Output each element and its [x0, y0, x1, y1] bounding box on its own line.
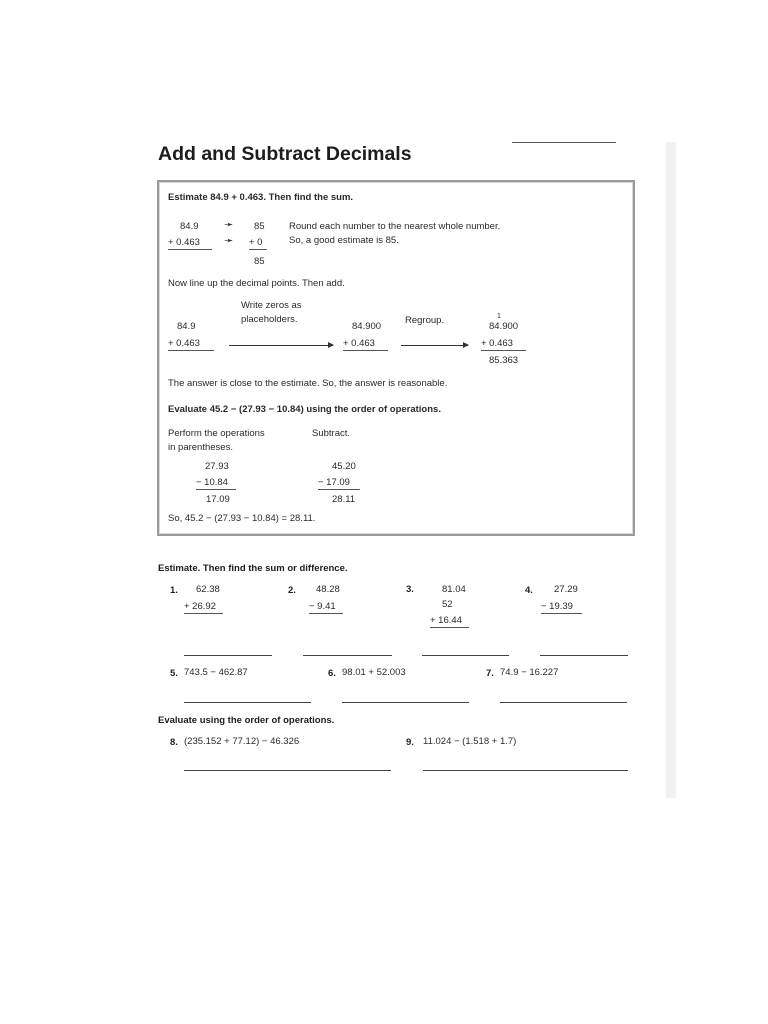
rounded-a: 85 — [254, 221, 265, 232]
problem-3-a: 81.04 — [442, 584, 466, 595]
problem-3-number: 3. — [406, 584, 414, 595]
paren-calc-result: 17.09 — [206, 494, 230, 505]
paren-calc-b: − 10.84 — [196, 477, 236, 490]
answer-line-2[interactable] — [303, 655, 392, 656]
carry-digit: 1 — [497, 313, 501, 320]
problem-3-c: + 16.44 — [430, 615, 469, 628]
lineup-instruction: Now line up the decimal points. Then add. — [168, 278, 345, 289]
answer-line-1[interactable] — [184, 655, 272, 656]
problem-5-expr: 743.5 − 462.87 — [184, 667, 248, 678]
problem-9-expr: 11.024 − (1.518 + 1.7) — [423, 736, 517, 747]
subtract-calc-result: 28.11 — [332, 494, 356, 505]
example2-result: So, 45.2 − (27.93 − 10.84) = 28.11. — [168, 513, 316, 524]
problem-4-b: − 19.39 — [541, 601, 582, 614]
zeros-label-1: Write zeros as — [241, 300, 302, 311]
paren-calc-a: 27.93 — [205, 461, 229, 472]
step2-addend-a: 84.900 — [352, 321, 382, 332]
step1-instruction-2: in parentheses. — [168, 442, 233, 453]
arrow-right-icon — [401, 345, 468, 346]
section1-heading: Estimate. Then find the sum or difference. — [158, 563, 348, 574]
step1-addend-a: 84.9 — [177, 321, 196, 332]
arrow-icon: ➛ — [224, 235, 234, 247]
page-edge-shadow — [666, 142, 676, 798]
zeros-label-2: placeholders. — [241, 314, 298, 325]
answer-line-7[interactable] — [500, 702, 627, 703]
step2-addend-b: + 0.463 — [343, 338, 388, 351]
answer-line-4[interactable] — [540, 655, 628, 656]
reasonable-conclusion: The answer is close to the estimate. So, the answer is reasonable. — [168, 378, 448, 389]
problem-1-a: 62.38 — [196, 584, 220, 595]
problem-3-b: 52 — [442, 599, 453, 610]
problem-7-number: 7. — [486, 668, 494, 679]
step2-instruction: Subtract. — [312, 428, 351, 439]
answer-line-6[interactable] — [342, 702, 469, 703]
problem-7-expr: 74.9 − 16.227 — [500, 667, 559, 678]
problem-6-number: 6. — [328, 668, 336, 679]
problem-4-a: 27.29 — [554, 584, 578, 595]
round-note-2: So, a good estimate is 85. — [289, 235, 399, 246]
example2-heading: Evaluate 45.2 − (27.93 − 10.84) using the order of operations. — [168, 404, 441, 415]
section2-heading: Evaluate using the order of operations. — [158, 715, 335, 726]
step1-addend-b: + 0.463 — [168, 338, 214, 351]
problem-4-number: 4. — [525, 585, 533, 596]
round-note-1: Round each number to the nearest whole number. — [289, 221, 501, 232]
problem-8-expr: (235.152 + 77.12) − 46.326 — [184, 736, 300, 747]
answer-line-8[interactable] — [184, 770, 391, 771]
problem-2-b: − 9.41 — [309, 601, 343, 614]
problem-2-a: 48.28 — [316, 584, 340, 595]
rounded-sum: 85 — [254, 256, 265, 267]
problem-1-b: + 26.92 — [184, 601, 223, 614]
problem-5-number: 5. — [170, 668, 178, 679]
estimate-addend-b: + 0.463 — [168, 237, 212, 250]
answer-line-9[interactable] — [423, 770, 628, 771]
step1-instruction-1: Perform the operations — [168, 428, 265, 439]
estimate-addend-a: 84.9 — [180, 221, 199, 232]
step3-sum: 85.363 — [489, 355, 519, 366]
example1-heading: Estimate 84.9 + 0.463. Then find the sum. — [168, 192, 354, 203]
arrow-right-icon — [229, 345, 333, 346]
problem-6-expr: 98.01 + 52.003 — [342, 667, 406, 678]
problem-9-number: 9. — [406, 737, 414, 748]
answer-line-3[interactable] — [422, 655, 509, 656]
problem-1-number: 1. — [170, 585, 178, 596]
name-line — [512, 142, 616, 143]
step3-addend-a: 84.900 — [489, 321, 519, 332]
regroup-label: Regroup. — [405, 315, 445, 326]
answer-line-5[interactable] — [184, 702, 311, 703]
problem-2-number: 2. — [288, 585, 296, 596]
problem-8-number: 8. — [170, 737, 178, 748]
subtract-calc-b: − 17.09 — [318, 477, 360, 490]
subtract-calc-a: 45.20 — [332, 461, 356, 472]
rounded-b: + 0 — [249, 237, 267, 250]
step3-addend-b: + 0.463 — [481, 338, 526, 351]
arrow-icon: ➛ — [224, 219, 234, 231]
page-title: Add and Subtract Decimals — [158, 143, 412, 165]
